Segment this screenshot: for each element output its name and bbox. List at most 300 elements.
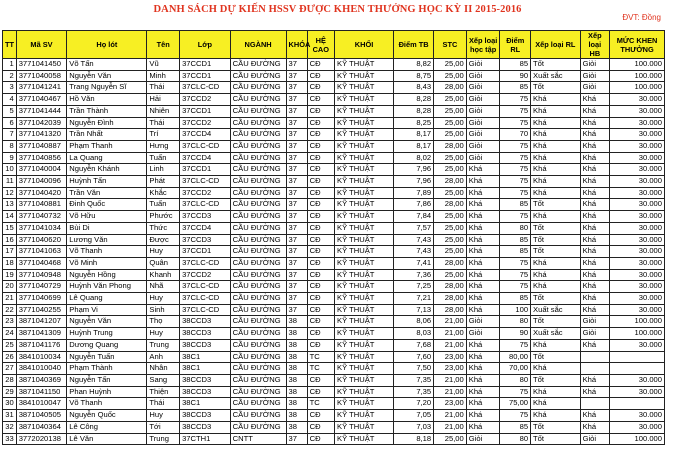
cell-conduct-score: 80 [500, 316, 531, 328]
cell-student-id: 3771040881 [16, 199, 67, 211]
cell-class: 37CCD2 [180, 117, 231, 129]
cell-gpa: 7,89 [394, 187, 434, 199]
cell-surname: Huỳnh Tấn [67, 176, 147, 188]
table-row [3, 281, 665, 293]
col-header-surname: Họ lót [67, 31, 147, 59]
table-row [3, 410, 665, 422]
cell-conduct-score: 75 [500, 257, 531, 269]
cell-surname: Lê Công [67, 421, 147, 433]
cell-award-amount [610, 363, 665, 375]
cell-major: CẦU ĐƯỜNG [230, 293, 286, 305]
cell-credits: 28,00 [434, 281, 467, 293]
table-row [3, 234, 665, 246]
cell-given-name: Hưng [147, 140, 180, 152]
cell-class: 38CCD3 [180, 421, 231, 433]
cell-cohort: 37 [286, 281, 307, 293]
cell-class: 38CCD3 [180, 316, 231, 328]
cell-academic-rank: Giỏi [466, 129, 500, 141]
cell-conduct-score: 85 [500, 199, 531, 211]
table-row [3, 176, 665, 188]
cell-class: 37CLC-CD [180, 199, 231, 211]
cell-major: CẦU ĐƯỜNG [230, 328, 286, 340]
cell-conduct-score: 75 [500, 164, 531, 176]
cell-student-id: 3841010047 [16, 398, 67, 410]
cell-cohort: 38 [286, 410, 307, 422]
cell-student-id: 3771040732 [16, 211, 67, 223]
cell-gpa: 8,17 [394, 129, 434, 141]
cell-gpa: 8,43 [394, 82, 434, 94]
cell-scholarship-rank: Khá [580, 105, 610, 117]
cell-conduct-rank: Khá [531, 257, 581, 269]
cell-major: CẦU ĐƯỜNG [230, 222, 286, 234]
award-table [2, 30, 665, 445]
cell-student-id: 3771042039 [16, 117, 67, 129]
cell-class: 38CCD3 [180, 374, 231, 386]
cell-conduct-rank: Khá [531, 281, 581, 293]
cell-gpa: 7,57 [394, 222, 434, 234]
cell-tt: 16 [3, 234, 17, 246]
cell-credits: 28,00 [434, 176, 467, 188]
cell-scholarship-rank: Khá [580, 410, 610, 422]
cell-conduct-rank: Tốt [531, 421, 581, 433]
cell-cohort: 37 [286, 211, 307, 223]
cell-given-name: Vũ [147, 59, 180, 71]
cell-scholarship-rank: Giỏi [580, 82, 610, 94]
table-row [3, 59, 665, 71]
cell-cohort: 38 [286, 398, 307, 410]
cell-credits: 25,00 [434, 70, 467, 82]
cell-tt: 11 [3, 176, 17, 188]
cell-conduct-score: 100 [500, 304, 531, 316]
col-header-academic-rank: Xếp loại học tập [466, 31, 500, 59]
cell-surname: Nguyễn Đình [67, 117, 147, 129]
cell-conduct-score: 80 [500, 433, 531, 445]
cell-level: CĐ [307, 187, 334, 199]
cell-conduct-rank: Xuất sắc [531, 304, 581, 316]
cell-surname: Trần Thành [67, 105, 147, 117]
cell-level: CĐ [307, 421, 334, 433]
table-header-row [3, 31, 665, 59]
cell-cohort: 37 [286, 304, 307, 316]
cell-scholarship-rank: Khá [580, 269, 610, 281]
cell-class: 37CCD2 [180, 187, 231, 199]
cell-class: 37CLC-CD [180, 176, 231, 188]
table-row [3, 257, 665, 269]
cell-credits: 25,00 [434, 433, 467, 445]
cell-cohort: 38 [286, 351, 307, 363]
cell-academic-rank: Khá [466, 339, 500, 351]
table-row [3, 374, 665, 386]
cell-block: KỸ THUẬT [335, 293, 394, 305]
cell-given-name: Nhã [147, 281, 180, 293]
cell-gpa: 7,05 [394, 410, 434, 422]
cell-major: CẦU ĐƯỜNG [230, 117, 286, 129]
table-row [3, 187, 665, 199]
table-row [3, 363, 665, 375]
cell-scholarship-rank: Khá [580, 164, 610, 176]
cell-given-name: Sang [147, 374, 180, 386]
cell-major: CẦU ĐƯỜNG [230, 363, 286, 375]
cell-scholarship-rank: Khá [580, 129, 610, 141]
cell-tt: 28 [3, 374, 17, 386]
cell-surname: Lương Văn [67, 234, 147, 246]
cell-credits: 25,00 [434, 246, 467, 258]
cell-student-id: 3771040255 [16, 304, 67, 316]
cell-academic-rank: Khá [466, 281, 500, 293]
col-header-gpa: Điểm TB [394, 31, 434, 59]
cell-academic-rank: Khá [466, 410, 500, 422]
cell-conduct-score: 85 [500, 82, 531, 94]
cell-conduct-score: 75 [500, 410, 531, 422]
cell-major: CẦU ĐƯỜNG [230, 421, 286, 433]
cell-given-name: Thiện [147, 386, 180, 398]
cell-given-name: Tuấn [147, 152, 180, 164]
cell-academic-rank: Khá [466, 398, 500, 410]
cell-scholarship-rank: Khá [580, 421, 610, 433]
cell-major: CẦU ĐƯỜNG [230, 374, 286, 386]
cell-block: KỸ THUẬT [335, 117, 394, 129]
cell-surname: Võ Hữu [67, 211, 147, 223]
cell-surname: Võ Thanh [67, 246, 147, 258]
cell-given-name: Huy [147, 410, 180, 422]
cell-given-name: Linh [147, 164, 180, 176]
cell-student-id: 3771041444 [16, 105, 67, 117]
cell-class: 38CCD3 [180, 339, 231, 351]
table-row [3, 70, 665, 82]
cell-conduct-score: 85 [500, 59, 531, 71]
cell-cohort: 38 [286, 421, 307, 433]
cell-conduct-score: 75 [500, 187, 531, 199]
cell-block: KỸ THUẬT [335, 339, 394, 351]
cell-cohort: 38 [286, 328, 307, 340]
cell-block: KỸ THUẬT [335, 59, 394, 71]
cell-surname: Nguyễn Hồng [67, 269, 147, 281]
cell-major: CẦU ĐƯỜNG [230, 211, 286, 223]
cell-scholarship-rank: Khá [580, 281, 610, 293]
cell-conduct-score: 70 [500, 129, 531, 141]
cell-class: 37CCD3 [180, 234, 231, 246]
cell-academic-rank: Giỏi [466, 316, 500, 328]
cell-gpa: 7,50 [394, 363, 434, 375]
cell-block: KỸ THUẬT [335, 328, 394, 340]
cell-credits: 23,00 [434, 363, 467, 375]
cell-tt: 2 [3, 70, 17, 82]
cell-major: CẦU ĐƯỜNG [230, 386, 286, 398]
cell-block: KỸ THUẬT [335, 82, 394, 94]
cell-block: KỸ THUẬT [335, 211, 394, 223]
cell-cohort: 37 [286, 152, 307, 164]
cell-given-name: Khắc [147, 187, 180, 199]
cell-conduct-rank: Tốt [531, 433, 581, 445]
col-header-major: NGÀNH [230, 31, 286, 59]
cell-gpa: 8,25 [394, 117, 434, 129]
cell-major: CẦU ĐƯỜNG [230, 152, 286, 164]
cell-tt: 12 [3, 187, 17, 199]
cell-cohort: 37 [286, 105, 307, 117]
cell-level: CĐ [307, 433, 334, 445]
table-row [3, 117, 665, 129]
cell-class: 37CCD4 [180, 152, 231, 164]
cell-block: KỸ THUẬT [335, 281, 394, 293]
cell-gpa: 8,28 [394, 94, 434, 106]
cell-award-amount: 30.000 [610, 234, 665, 246]
cell-student-id: 3771041063 [16, 246, 67, 258]
cell-tt: 18 [3, 257, 17, 269]
cell-level: CĐ [307, 374, 334, 386]
cell-level: CĐ [307, 59, 334, 71]
cell-cohort: 37 [286, 269, 307, 281]
cell-cohort: 37 [286, 164, 307, 176]
cell-gpa: 8,02 [394, 152, 434, 164]
cell-surname: Trang Nguyễn Sĩ [67, 82, 147, 94]
cell-scholarship-rank: Khá [580, 140, 610, 152]
cell-academic-rank: Khá [466, 234, 500, 246]
cell-class: 38C1 [180, 363, 231, 375]
cell-major: CẦU ĐƯỜNG [230, 339, 286, 351]
cell-scholarship-rank: Khá [580, 386, 610, 398]
cell-student-id: 3841010040 [16, 363, 67, 375]
cell-block: KỸ THUẬT [335, 269, 394, 281]
cell-award-amount: 100.000 [610, 59, 665, 71]
cell-surname: Nguyễn Quốc [67, 410, 147, 422]
table-row [3, 211, 665, 223]
cell-credits: 23,00 [434, 351, 467, 363]
cell-conduct-rank: Tốt [531, 82, 581, 94]
cell-level: CĐ [307, 82, 334, 94]
cell-surname: Nguyễn Tấn [67, 374, 147, 386]
cell-block: KỸ THUẬT [335, 152, 394, 164]
cell-gpa: 7,96 [394, 164, 434, 176]
cell-gpa: 7,84 [394, 211, 434, 223]
cell-block: KỸ THUẬT [335, 129, 394, 141]
cell-cohort: 37 [286, 82, 307, 94]
cell-given-name: Tới [147, 421, 180, 433]
cell-class: 37CCD1 [180, 105, 231, 117]
cell-surname: Bùi Di [67, 222, 147, 234]
cell-major: CẦU ĐƯỜNG [230, 257, 286, 269]
cell-surname: Nguyễn Văn [67, 316, 147, 328]
cell-tt: 31 [3, 410, 17, 422]
cell-student-id: 3771040467 [16, 94, 67, 106]
cell-given-name: Trung [147, 433, 180, 445]
cell-cohort: 37 [286, 94, 307, 106]
cell-given-name: Nhân [147, 363, 180, 375]
cell-surname: Trần Nhất [67, 129, 147, 141]
cell-conduct-rank: Tốt [531, 374, 581, 386]
cell-gpa: 7,41 [394, 257, 434, 269]
cell-conduct-score: 80,00 [500, 351, 531, 363]
cell-cohort: 38 [286, 374, 307, 386]
cell-scholarship-rank: Khá [580, 117, 610, 129]
cell-academic-rank: Giỏi [466, 59, 500, 71]
cell-gpa: 7,36 [394, 269, 434, 281]
cell-given-name: Huy [147, 328, 180, 340]
cell-conduct-rank: Khá [531, 164, 581, 176]
cell-credits: 25,00 [434, 222, 467, 234]
table-row [3, 433, 665, 445]
cell-tt: 22 [3, 304, 17, 316]
cell-given-name: Trí [147, 129, 180, 141]
cell-award-amount: 30.000 [610, 293, 665, 305]
cell-block: KỸ THUẬT [335, 187, 394, 199]
cell-gpa: 8,18 [394, 433, 434, 445]
cell-class: 37CLC-CD [180, 304, 231, 316]
cell-cohort: 38 [286, 339, 307, 351]
cell-student-id: 3841010034 [16, 351, 67, 363]
cell-tt: 1 [3, 59, 17, 71]
cell-class: 37CCD3 [180, 211, 231, 223]
cell-block: KỸ THUẬT [335, 421, 394, 433]
cell-gpa: 7,68 [394, 339, 434, 351]
cell-level: CĐ [307, 105, 334, 117]
table-row [3, 222, 665, 234]
cell-conduct-rank: Khá [531, 363, 581, 375]
cell-cohort: 38 [286, 363, 307, 375]
cell-tt: 7 [3, 129, 17, 141]
cell-student-id: 3771040699 [16, 293, 67, 305]
cell-credits: 25,00 [434, 94, 467, 106]
cell-scholarship-rank: Khá [580, 304, 610, 316]
cell-given-name: Hải [147, 94, 180, 106]
cell-student-id: 3771040948 [16, 269, 67, 281]
cell-award-amount: 30.000 [610, 129, 665, 141]
cell-block: KỸ THUẬT [335, 164, 394, 176]
cell-block: KỸ THUẬT [335, 140, 394, 152]
cell-class: 37CLC-CD [180, 257, 231, 269]
cell-cohort: 37 [286, 222, 307, 234]
cell-award-amount: 100.000 [610, 82, 665, 94]
cell-credits: 21,00 [434, 386, 467, 398]
cell-academic-rank: Khá [466, 304, 500, 316]
cell-conduct-score: 90 [500, 328, 531, 340]
cell-award-amount: 100.000 [610, 433, 665, 445]
cell-credits: 25,00 [434, 269, 467, 281]
cell-tt: 26 [3, 351, 17, 363]
cell-cohort: 37 [286, 293, 307, 305]
cell-cohort: 37 [286, 176, 307, 188]
cell-block: KỸ THUẬT [335, 351, 394, 363]
cell-gpa: 7,25 [394, 281, 434, 293]
cell-major: CẦU ĐƯỜNG [230, 187, 286, 199]
cell-credits: 25,00 [434, 211, 467, 223]
cell-gpa: 7,60 [394, 351, 434, 363]
cell-award-amount: 30.000 [610, 410, 665, 422]
cell-gpa: 7,86 [394, 199, 434, 211]
cell-cohort: 38 [286, 386, 307, 398]
cell-award-amount [610, 351, 665, 363]
cell-cohort: 37 [286, 70, 307, 82]
cell-academic-rank: Khá [466, 374, 500, 386]
cell-tt: 4 [3, 94, 17, 106]
table-row [3, 398, 665, 410]
cell-gpa: 8,17 [394, 140, 434, 152]
table-row [3, 421, 665, 433]
cell-given-name: Tuấn [147, 199, 180, 211]
cell-given-name: Thức [147, 222, 180, 234]
cell-award-amount: 30.000 [610, 105, 665, 117]
cell-student-id: 3772020138 [16, 433, 67, 445]
cell-surname: Lê Quang [67, 293, 147, 305]
cell-credits: 21,00 [434, 374, 467, 386]
cell-surname: Phạm Thanh [67, 140, 147, 152]
cell-gpa: 8,28 [394, 105, 434, 117]
cell-award-amount: 30.000 [610, 281, 665, 293]
cell-award-amount [610, 398, 665, 410]
cell-class: 37CTH1 [180, 433, 231, 445]
cell-block: KỸ THUẬT [335, 398, 394, 410]
cell-scholarship-rank: Giỏi [580, 70, 610, 82]
cell-scholarship-rank [580, 363, 610, 375]
cell-conduct-rank: Tốt [531, 351, 581, 363]
cell-block: KỸ THUẬT [335, 222, 394, 234]
cell-student-id: 3771041320 [16, 129, 67, 141]
cell-scholarship-rank: Khá [580, 187, 610, 199]
cell-tt: 5 [3, 105, 17, 117]
cell-given-name: Phước [147, 211, 180, 223]
cell-level: CĐ [307, 328, 334, 340]
cell-student-id: 3771040856 [16, 152, 67, 164]
cell-award-amount: 30.000 [610, 117, 665, 129]
cell-conduct-rank: Tốt [531, 246, 581, 258]
cell-award-amount: 30.000 [610, 140, 665, 152]
col-header-student-id: Mã SV [16, 31, 67, 59]
table-row [3, 293, 665, 305]
cell-conduct-rank: Xuất sắc [531, 328, 581, 340]
cell-gpa: 7,21 [394, 293, 434, 305]
cell-gpa: 8,82 [394, 59, 434, 71]
cell-credits: 25,00 [434, 164, 467, 176]
cell-student-id: 3771041241 [16, 82, 67, 94]
cell-surname: Dương Quang [67, 339, 147, 351]
cell-student-id: 3771040004 [16, 164, 67, 176]
cell-class: 37CLC-CD [180, 281, 231, 293]
cell-tt: 24 [3, 328, 17, 340]
cell-tt: 19 [3, 269, 17, 281]
cell-credits: 28,00 [434, 304, 467, 316]
cell-student-id: 3871041150 [16, 386, 67, 398]
cell-academic-rank: Khá [466, 293, 500, 305]
cell-award-amount: 30.000 [610, 187, 665, 199]
cell-tt: 10 [3, 164, 17, 176]
cell-student-id: 3771040096 [16, 176, 67, 188]
cell-conduct-rank: Tốt [531, 293, 581, 305]
cell-gpa: 7,35 [394, 386, 434, 398]
cell-scholarship-rank: Giỏi [580, 316, 610, 328]
cell-conduct-rank: Tốt [531, 59, 581, 71]
cell-major: CẦU ĐƯỜNG [230, 105, 286, 117]
cell-tt: 20 [3, 281, 17, 293]
cell-conduct-rank: Khá [531, 117, 581, 129]
cell-block: KỸ THUẬT [335, 105, 394, 117]
cell-credits: 28,00 [434, 82, 467, 94]
cell-given-name: Phát [147, 176, 180, 188]
cell-major: CẦU ĐƯỜNG [230, 398, 286, 410]
cell-academic-rank: Khá [466, 386, 500, 398]
cell-major: CẦU ĐƯỜNG [230, 199, 286, 211]
cell-award-amount: 30.000 [610, 222, 665, 234]
cell-conduct-score: 75 [500, 176, 531, 188]
cell-surname: Lê Văn [67, 433, 147, 445]
cell-given-name: Nhiên [147, 105, 180, 117]
cell-credits: 28,00 [434, 140, 467, 152]
cell-class: 37CCD1 [180, 59, 231, 71]
cell-tt: 8 [3, 140, 17, 152]
cell-academic-rank: Giỏi [466, 117, 500, 129]
cell-conduct-score: 70,00 [500, 363, 531, 375]
cell-class: 37CLC-CD [180, 82, 231, 94]
cell-major: CẦU ĐƯỜNG [230, 129, 286, 141]
cell-major: CẦU ĐƯỜNG [230, 70, 286, 82]
